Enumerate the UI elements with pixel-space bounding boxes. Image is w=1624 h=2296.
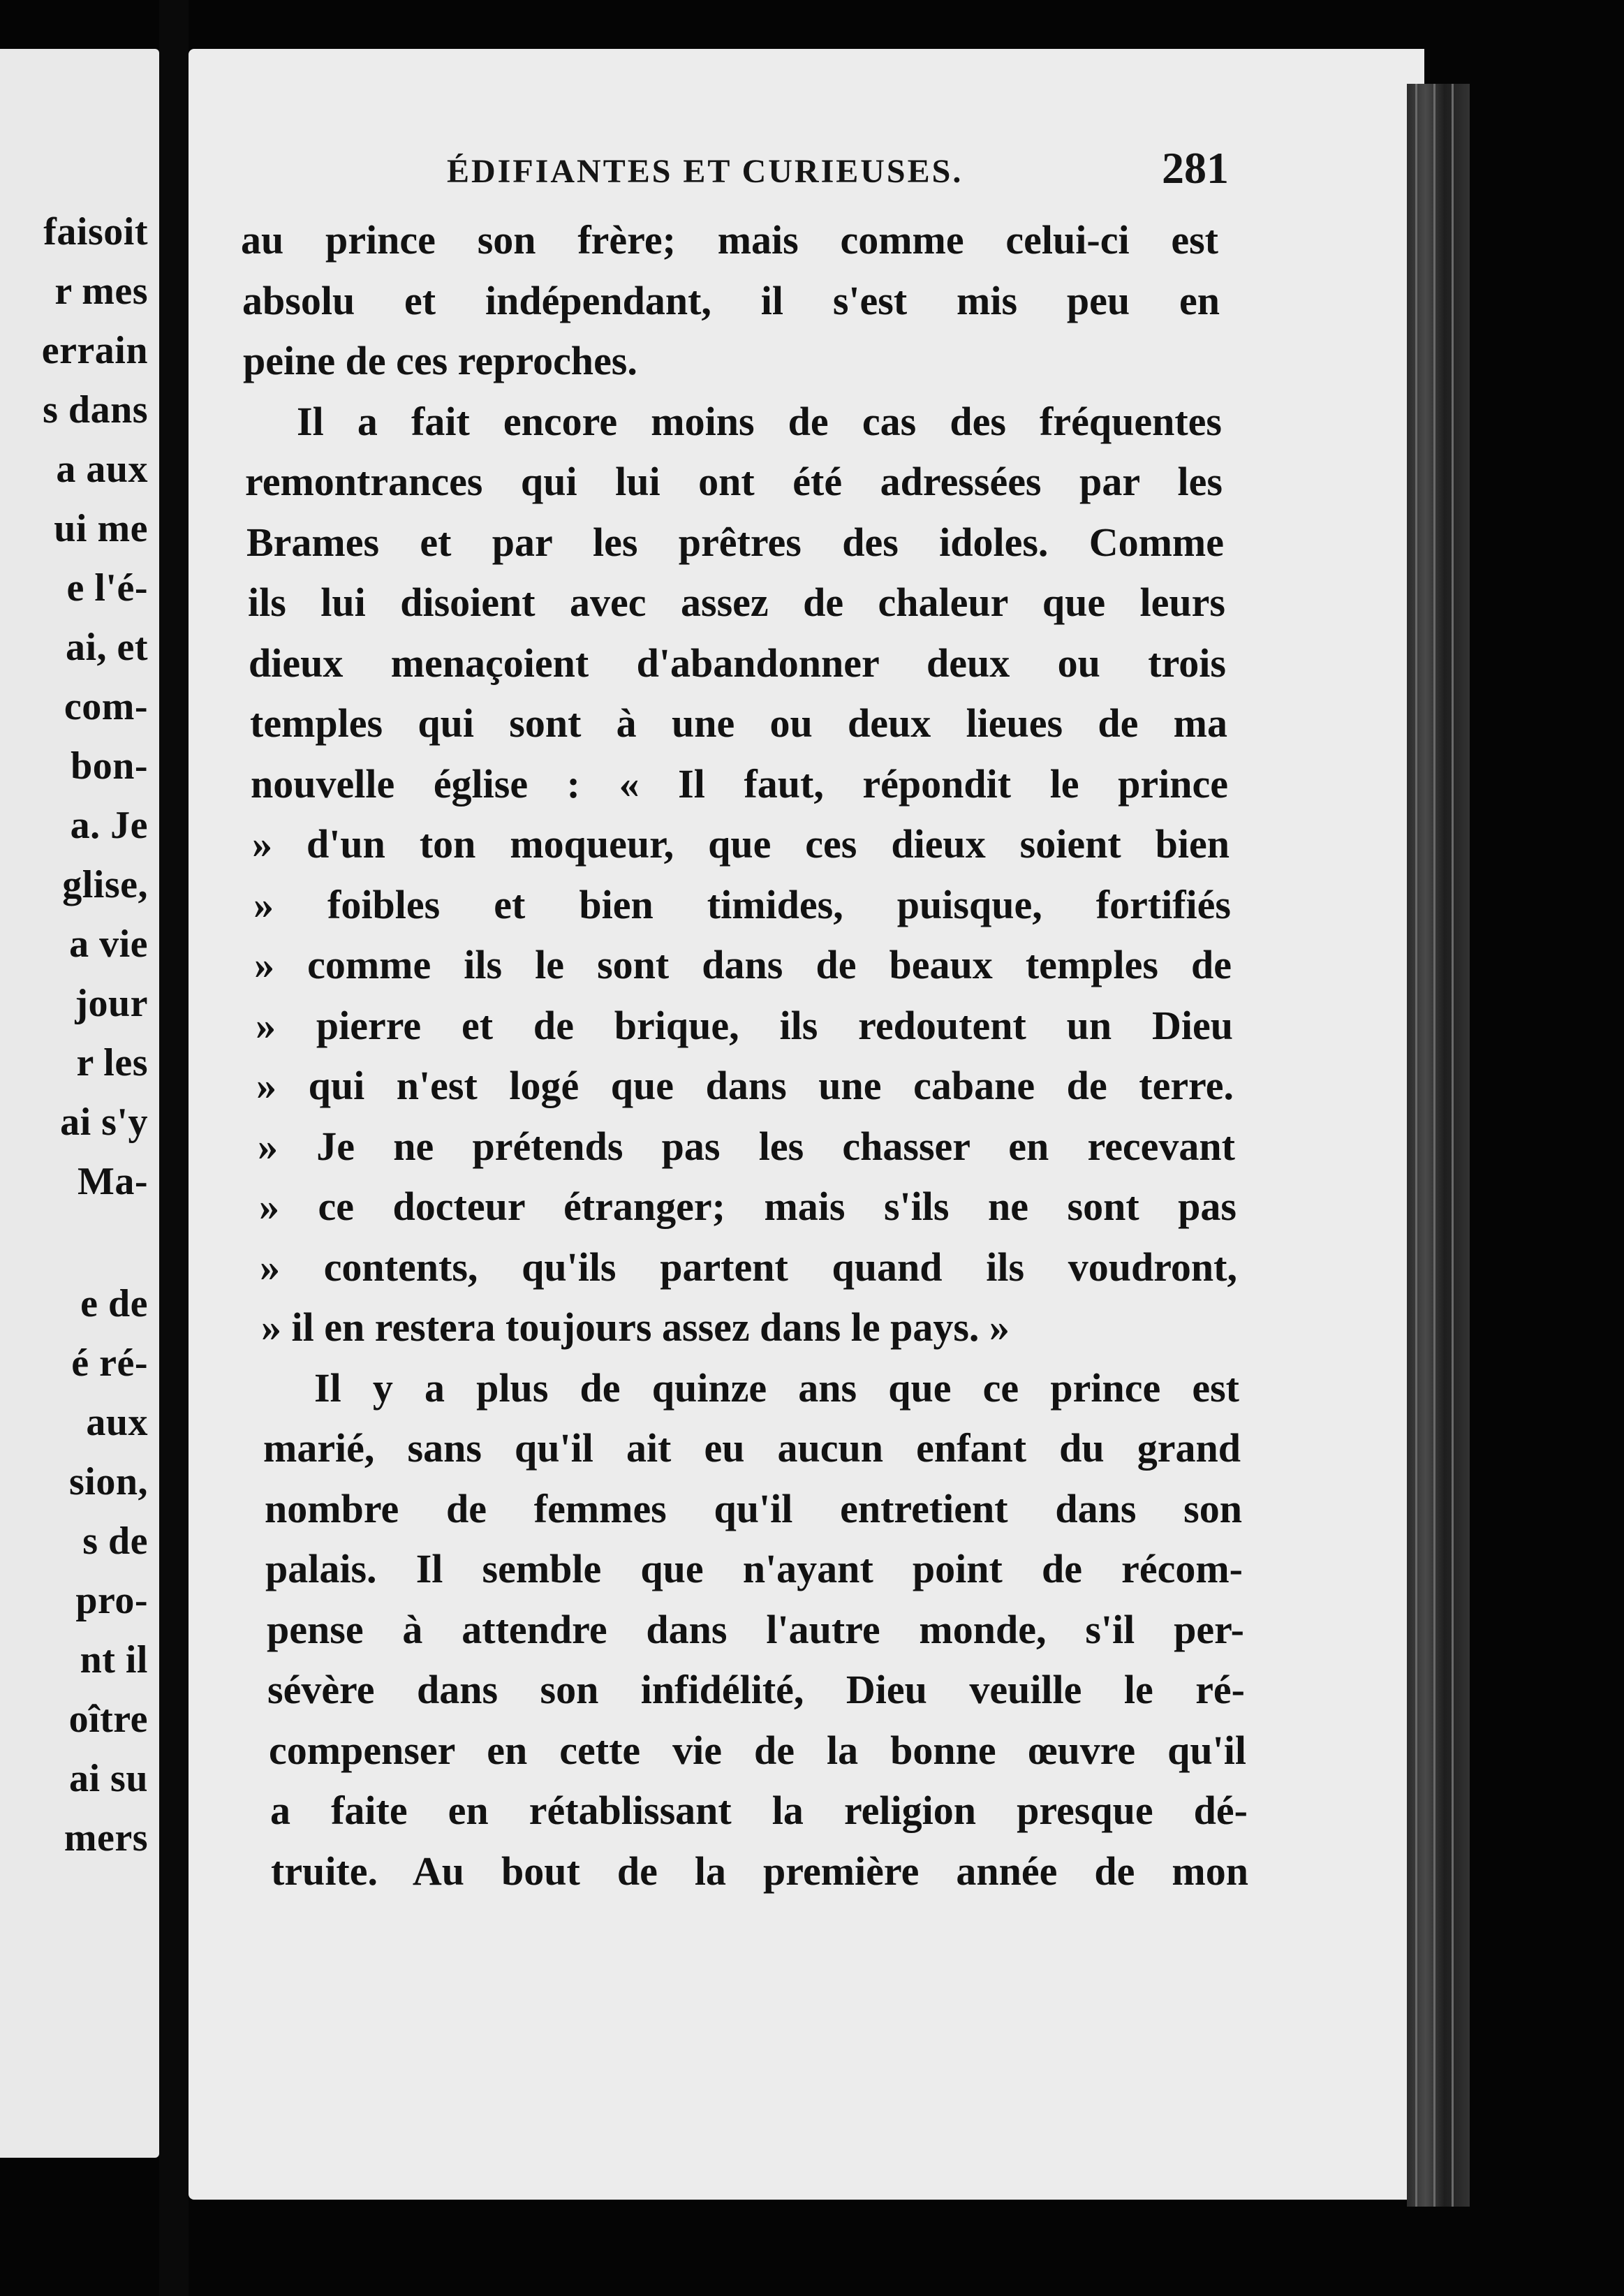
left-page-line: glise, bbox=[62, 863, 148, 906]
left-page-line: aux bbox=[86, 1401, 148, 1444]
text-line: nombre de femmes qu'il entretient dans son bbox=[265, 1485, 1242, 1531]
text-line: » qui n'est logé que dans une cabane de terre. bbox=[256, 1063, 1234, 1108]
text-line: Il y a plus de quinze ans que ce prince est bbox=[314, 1364, 1239, 1411]
text-line: » Je ne prétends pas les chasser en recevant bbox=[258, 1123, 1235, 1169]
text-line: Brames et par les prêtres des idoles. Comme bbox=[246, 519, 1224, 565]
text-line: palais. Il semble que n'ayant point de récom- bbox=[265, 1546, 1243, 1591]
left-page-line: ai s'y bbox=[60, 1101, 148, 1144]
left-page-line: errain bbox=[41, 329, 148, 372]
text-line: pense à attendre dans l'autre monde, s'il per- bbox=[267, 1606, 1244, 1652]
left-page-line: ai su bbox=[69, 1757, 148, 1800]
text-line: » il en restera toujours assez dans le pays. » bbox=[261, 1304, 1010, 1350]
left-page-line: s dans bbox=[43, 388, 148, 432]
text-line: » d'un ton moqueur, que ces dieux soient bien bbox=[252, 821, 1230, 867]
left-page-line: e l'é- bbox=[66, 566, 148, 610]
left-page-line: é ré- bbox=[71, 1341, 148, 1385]
left-page-line: Ma- bbox=[77, 1160, 148, 1203]
text-line: remontrances qui lui ont été adressées par les bbox=[245, 459, 1223, 504]
text-line: marié, sans qu'il ait eu aucun enfant du grand bbox=[263, 1425, 1241, 1471]
left-page-line: r mes bbox=[54, 270, 148, 313]
text-line: ils lui disoient avec assez de chaleur que leurs bbox=[248, 580, 1225, 625]
text-line: » comme ils le sont dans de beaux temples de bbox=[254, 942, 1232, 987]
left-page bbox=[0, 49, 159, 2158]
text-line: » ce docteur étranger; mais s'ils ne sont pas bbox=[259, 1184, 1237, 1229]
running-title: ÉDIFIANTES ET CURIEUSES. bbox=[447, 153, 964, 190]
text-line: au prince son frère; mais comme celui-ci est bbox=[241, 217, 1218, 263]
text-line: » pierre et de brique, ils redoutent un Dieu bbox=[256, 1002, 1233, 1048]
left-page-line: bon- bbox=[71, 744, 148, 788]
text-line: » foibles et bien timides, puisque, fortifiés bbox=[253, 881, 1231, 927]
text-line: truite. Au bout de la première année de mon bbox=[271, 1848, 1248, 1894]
left-page-line: a aux bbox=[56, 448, 148, 491]
left-page-line: jour bbox=[75, 982, 148, 1025]
text-line: dieux menaçoient d'abandonner deux ou trois bbox=[249, 640, 1226, 686]
text-line: sévère dans son infidélité, Dieu veuille le ré- bbox=[267, 1667, 1245, 1712]
left-page-line: ui me bbox=[54, 507, 148, 550]
book-gutter bbox=[159, 0, 189, 2296]
left-page-line: s de bbox=[82, 1519, 148, 1563]
left-page-line: a vie bbox=[69, 922, 148, 966]
left-page-line: nt il bbox=[80, 1638, 148, 1681]
text-line: nouvelle église : « Il faut, répondit le prince bbox=[251, 760, 1228, 807]
text-line: absolu et indépendant, il s'est mis peu en bbox=[242, 277, 1220, 323]
running-head bbox=[258, 143, 1229, 201]
text-line: Il a fait encore moins de cas des fréquentes bbox=[297, 398, 1222, 444]
text-line: » contents, qu'ils partent quand ils voudront, bbox=[260, 1244, 1237, 1290]
left-page-line: e de bbox=[80, 1282, 148, 1325]
page-edges bbox=[1407, 84, 1470, 2207]
left-page-line: ai, et bbox=[65, 626, 148, 669]
text-line: peine de ces reproches. bbox=[243, 338, 637, 383]
text-line: compenser en cette vie de la bonne œuvre qu'il bbox=[269, 1727, 1246, 1773]
text-line: a faite en rétablissant la religion presque dé- bbox=[270, 1788, 1248, 1833]
left-page-line: sion, bbox=[69, 1460, 148, 1503]
left-page-line: oître bbox=[68, 1698, 148, 1741]
left-page-line: r les bbox=[76, 1041, 148, 1084]
page-number: 281 bbox=[1162, 143, 1229, 193]
left-page-line: a. Je bbox=[70, 804, 148, 847]
right-page bbox=[189, 49, 1424, 2200]
left-page-line: mers bbox=[64, 1816, 148, 1860]
left-page-line: pro- bbox=[75, 1579, 148, 1622]
left-page-line: faisoit bbox=[43, 210, 148, 253]
text-line: temples qui sont à une ou deux lieues de ma bbox=[250, 700, 1227, 746]
left-page-line: com- bbox=[64, 685, 148, 728]
